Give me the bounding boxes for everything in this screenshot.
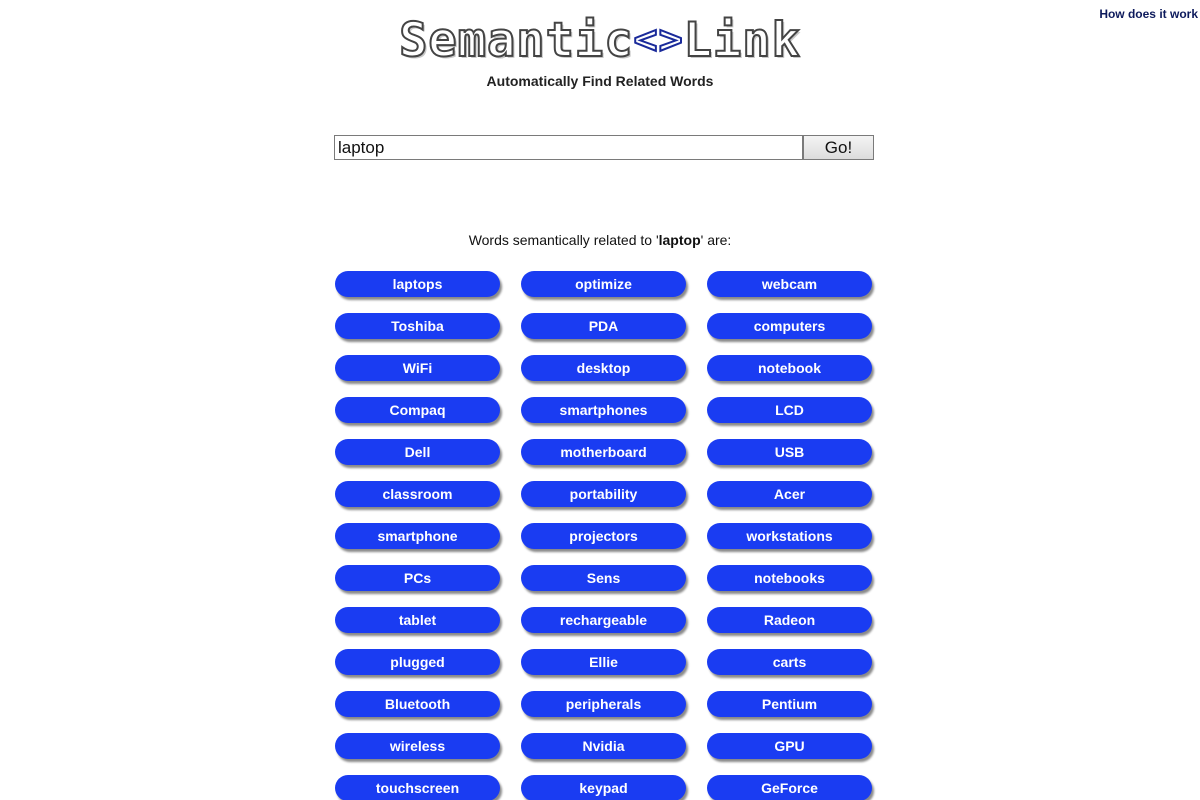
word-button[interactable]: laptops bbox=[335, 271, 500, 297]
word-button[interactable]: plugged bbox=[335, 649, 500, 675]
word-button[interactable]: projectors bbox=[521, 523, 686, 549]
word-button[interactable]: peripherals bbox=[521, 691, 686, 717]
word-button[interactable]: rechargeable bbox=[521, 607, 686, 633]
word-button[interactable]: workstations bbox=[707, 523, 872, 549]
word-button[interactable]: GPU bbox=[707, 733, 872, 759]
word-button[interactable]: smartphone bbox=[335, 523, 500, 549]
word-button[interactable]: Sens bbox=[521, 565, 686, 591]
word-button[interactable]: PCs bbox=[335, 565, 500, 591]
word-button[interactable]: notebooks bbox=[707, 565, 872, 591]
results-query: laptop bbox=[658, 232, 701, 248]
word-button[interactable]: wireless bbox=[335, 733, 500, 759]
related-words-grid bbox=[335, 271, 875, 800]
word-button[interactable]: Dell bbox=[335, 439, 500, 465]
word-button[interactable]: notebook bbox=[707, 355, 872, 381]
logo-word-semantic: Semantic bbox=[399, 13, 634, 68]
word-button[interactable]: Pentium bbox=[707, 691, 872, 717]
word-button[interactable]: tablet bbox=[335, 607, 500, 633]
word-button[interactable]: smartphones bbox=[521, 397, 686, 423]
word-button[interactable]: Ellie bbox=[521, 649, 686, 675]
word-button[interactable]: PDA bbox=[521, 313, 686, 339]
results-heading bbox=[0, 232, 1200, 248]
logo-arrows: <> bbox=[633, 17, 684, 63]
results-heading-suffix: ' are: bbox=[700, 232, 732, 248]
logo-word-link: Link bbox=[683, 13, 801, 68]
word-button[interactable]: USB bbox=[707, 439, 872, 465]
word-button[interactable]: Nvidia bbox=[521, 733, 686, 759]
logo bbox=[0, 12, 1200, 72]
word-button[interactable]: classroom bbox=[335, 481, 500, 507]
tagline: Automatically Find Related Words bbox=[486, 73, 714, 89]
word-button[interactable]: computers bbox=[707, 313, 872, 339]
word-button[interactable]: desktop bbox=[521, 355, 686, 381]
search-form bbox=[334, 135, 874, 160]
word-button[interactable]: portability bbox=[521, 481, 686, 507]
word-button[interactable]: webcam bbox=[707, 271, 872, 297]
word-button[interactable]: Bluetooth bbox=[335, 691, 500, 717]
word-button[interactable]: motherboard bbox=[521, 439, 686, 465]
results-heading-prefix: Words semantically related to ' bbox=[468, 232, 659, 248]
search-input[interactable] bbox=[334, 135, 803, 160]
how-does-it-work-link[interactable]: How does it work bbox=[1099, 7, 1198, 21]
word-button[interactable]: Toshiba bbox=[335, 313, 500, 339]
word-button[interactable]: Acer bbox=[707, 481, 872, 507]
word-button[interactable]: keypad bbox=[521, 775, 686, 800]
word-button[interactable]: touchscreen bbox=[335, 775, 500, 800]
word-button[interactable]: LCD bbox=[707, 397, 872, 423]
word-button[interactable]: optimize bbox=[521, 271, 686, 297]
word-button[interactable]: WiFi bbox=[335, 355, 500, 381]
word-button[interactable]: Compaq bbox=[335, 397, 500, 423]
word-button[interactable]: GeForce bbox=[707, 775, 872, 800]
go-button[interactable]: Go! bbox=[803, 135, 874, 160]
word-button[interactable]: Radeon bbox=[707, 607, 872, 633]
word-button[interactable]: carts bbox=[707, 649, 872, 675]
